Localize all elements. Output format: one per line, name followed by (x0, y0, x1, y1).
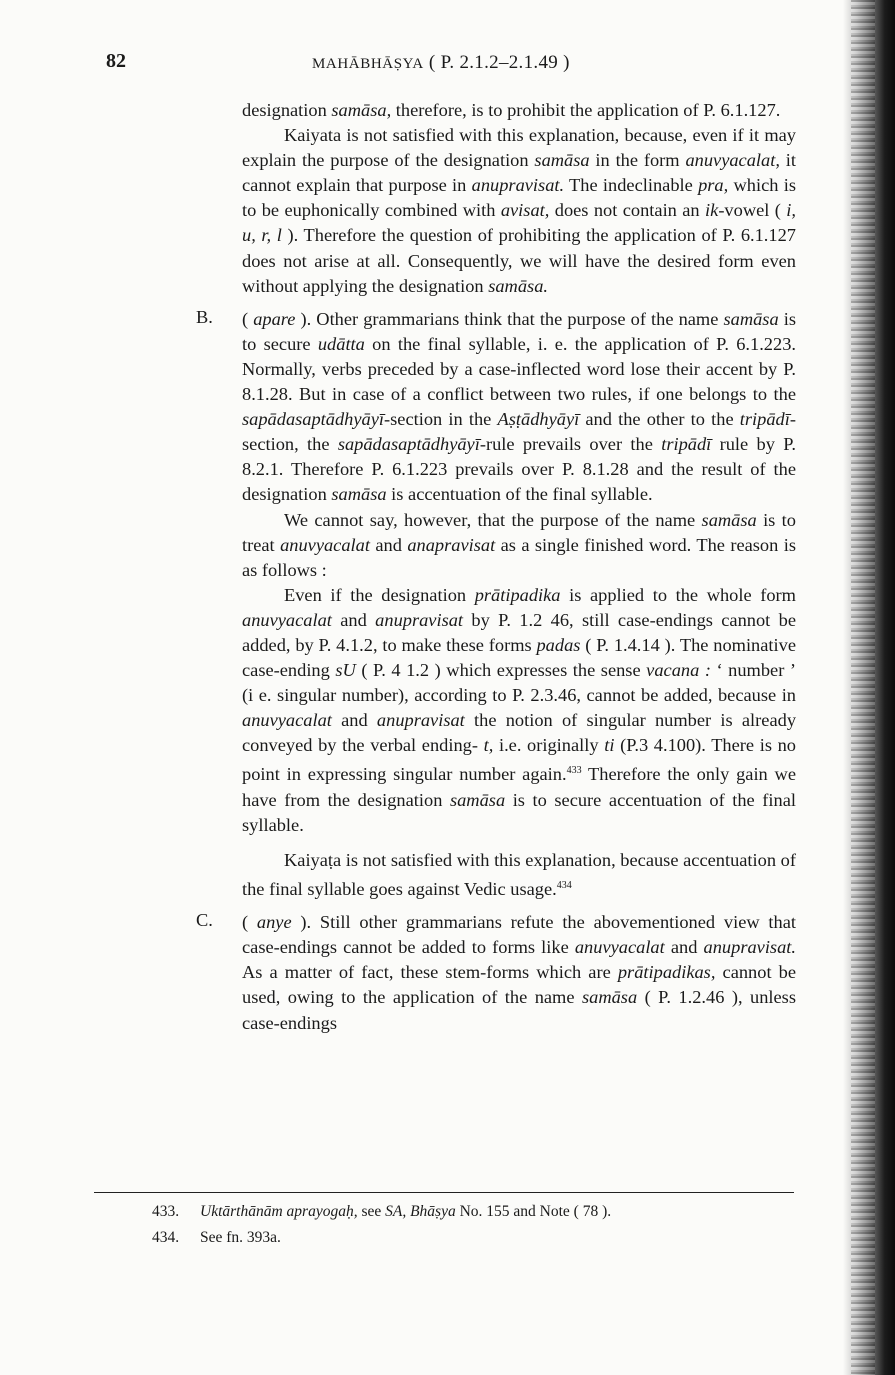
section-b-label: B. (196, 306, 213, 327)
footnotes (152, 1199, 792, 1251)
page-body (196, 98, 796, 1036)
footnote-ref-434[interactable]: 434 (556, 879, 572, 891)
paragraph-pratipadika: Even if the designation prātipadika is applied to the whole form anuvyacalat and anupravisat by P. 1.2 46, still case-endings cannot be added, by P. 4.1.2, to make these forms padas ( P. 1.4.14 ). The nominative case-ending sU ( P. 4 1.2 ) which expresses the sense vacana : ‘ number ’ (i e. singular number), according to P. 2.3.46, cannot be added, because in anuvyacalat and anupravisat the notion of singular number is already conveyed by the verbal ending- t, i.e. originally ti (P.3 4.100). There is no point in expressing singular number again.$^{433}$ Therefore the only gain we have from the designation samāsa is to secure accentuation of the final syllable. (242, 584, 797, 835)
section-b (196, 307, 796, 508)
section-c-label: C. (196, 910, 213, 931)
paragraph-kaiyata-1: Kaiyata is not satisfied with this explanation, because, even if it may explain the purpose of the designation samāsa in the form anuvyacalat, it cannot explain that purpose in anupravisat. The indeclinable pra, which is to be euphonically combined with avisat, does not contain an ik-vowel ( i, u, r, l ). Therefore the question of prohibiting the application of P. 6.1.127 does not arise at all. Consequently, we will have the desired form even without applying the designation samāsa. (242, 125, 797, 296)
paragraph-cannot-say: We cannot say, however, that the purpose of the name samāsa is to treat anuvyacalat and anapravisat as a single finished word. The reason is as follows : (242, 509, 796, 580)
paragraph-anye: ( anye ). Still other grammarians refute the abovementioned view that case-endings cannot be added to forms like anuvyacalat and anupravisat. As a matter of fact, these stem-forms which are prātipadikas, cannot be used, owing to the application of the name samāsa ( P. 1.2.46 ), unless case-endings (242, 912, 797, 1033)
running-title-ref: ( P. 2.1.2–2.1.49 ) (428, 52, 570, 73)
footnote-ref-433[interactable]: 433 (566, 765, 582, 777)
binding-texture (851, 0, 875, 1375)
section-c (196, 910, 796, 1035)
footnote-divider (94, 1192, 794, 1193)
paragraph-continuation: designation samāsa, therefore, is to prohibit the application of P. 6.1.127. (242, 100, 781, 120)
running-title (312, 52, 570, 74)
page-number: 82 (106, 50, 126, 72)
page-header (106, 50, 806, 80)
paragraph-kaiyata-2: Kaiyaṭa is not satisfied with this explanation, because accentuation of the final syllable goes against Vedic usage.$^{434}$ (242, 849, 796, 900)
running-title-main: MAHĀBHĀṢYA (312, 56, 424, 72)
footnote-433: 433. Uktārthānām aprayogaḥ, see SA, Bhāṣya No. 155 and Note ( 78 ). (152, 1203, 612, 1220)
paragraph-apare: ( apare ). Other grammarians think that the purpose of the name samāsa is to secure udātta on the final syllable, i. e. the application of P. 6.1.223. Normally, verbs preceded by a case-inflected word lose their accent by P. 8.1.28. But in case of a conflict between two rules, if one belongs to the sapādasaptādhyāyī-section in the Aṣṭādhyāyī and the other to the tripādī-section, the sapādasaptādhyāyī-rule prevails over the tripādī rule by P. 8.2.1. Therefore P. 6.1.223 prevails over P. 8.1.28 and the result of the designation samāsa is accentuation of the final syllable. (242, 308, 797, 505)
footnote-434: 434. See fn. 393a. (152, 1229, 281, 1246)
